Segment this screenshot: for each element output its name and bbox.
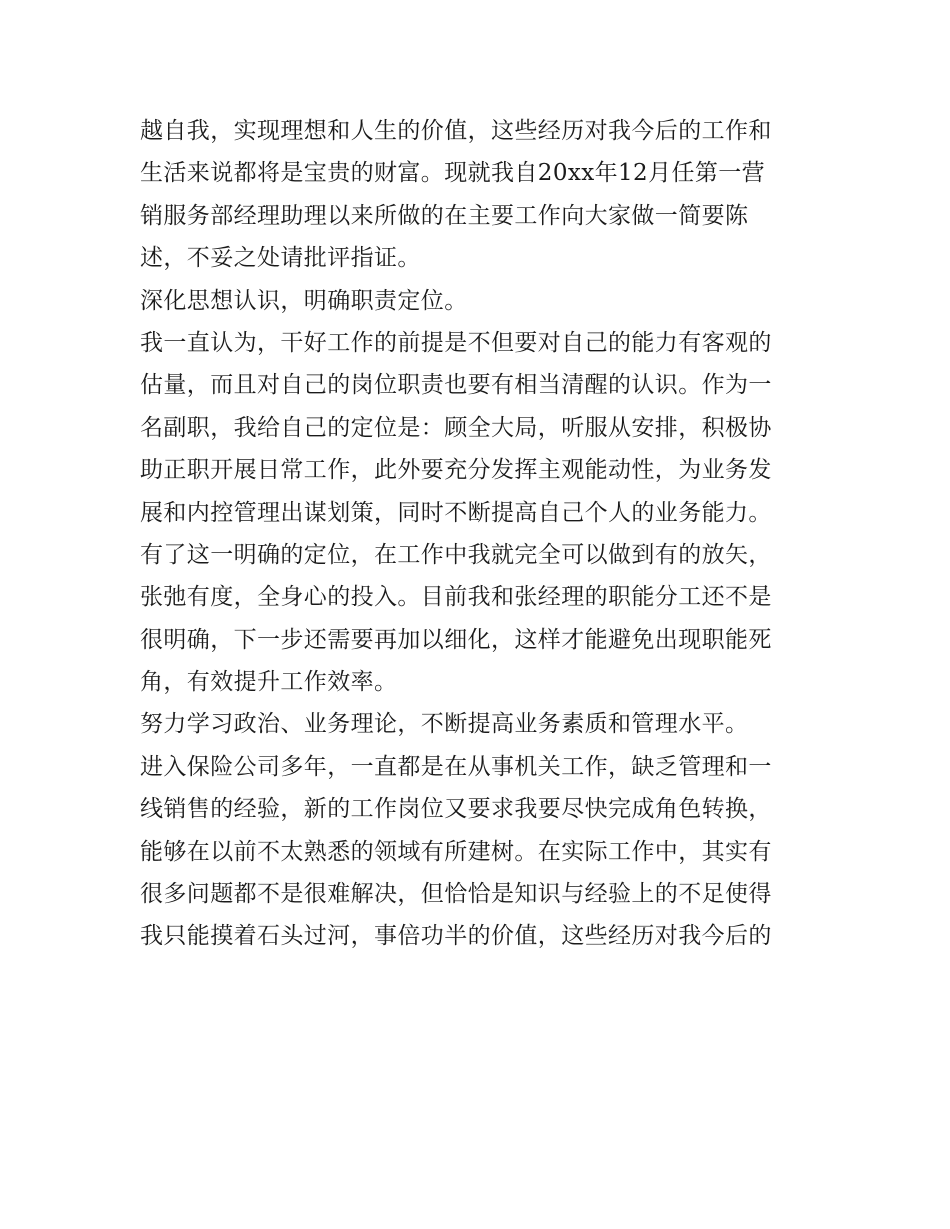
text-line: 很明确，下一步还需要再加以细化，这样才能避免出现职能死 bbox=[140, 626, 772, 653]
text-line: 有了这一明确的定位，在工作中我就完全可以做到有的放矢， bbox=[140, 541, 772, 568]
text-line: 生活来说都将是宝贵的财富。现就我自20xx年12月任第一营 bbox=[140, 160, 766, 187]
text-line: 述，不妥之处请批评指证。 bbox=[140, 245, 421, 272]
section-heading: 努力学习政治、业务理论，不断提高业务素质和管理水平。 bbox=[140, 711, 749, 738]
text-line: 进入保险公司多年，一直都是在从事机关工作，缺乏管理和一 bbox=[140, 753, 772, 780]
text-line: 估量，而且对自己的岗位职责也要有相当清醒的认识。作为一 bbox=[140, 372, 772, 399]
text-line: 助正职开展日常工作，此外要充分发挥主观能动性，为业务发 bbox=[140, 457, 772, 484]
text-line: 越自我，实现理想和人生的价值，这些经历对我今后的工作和 bbox=[140, 118, 772, 144]
text-line: 展和内控管理出谋划策，同时不断提高自己个人的业务能力。 bbox=[140, 499, 772, 526]
text-line: 张弛有度，全身心的投入。目前我和张经理的职能分工还不是 bbox=[140, 584, 772, 611]
text-line: 线销售的经验，新的工作岗位又要求我要尽快完成角色转换， bbox=[140, 796, 772, 823]
text-line: 我一直认为，干好工作的前提是不但要对自己的能力有客观的 bbox=[140, 329, 772, 356]
section-heading: 深化思想认识，明确职责定位。 bbox=[140, 287, 468, 314]
text-line: 我只能摸着石头过河，事倍功半的价值，这些经历对我今后的 bbox=[140, 923, 772, 950]
document-body bbox=[140, 110, 820, 958]
text-line: 能够在以前不太熟悉的领域有所建树。在实际工作中，其实有 bbox=[140, 838, 772, 865]
text-line: 名副职，我给自己的定位是：顾全大局，听服从安排，积极协 bbox=[140, 414, 772, 441]
text-line: 角，有效提升工作效率。 bbox=[140, 669, 398, 696]
text-line: 销服务部经理助理以来所做的在主要工作向大家做一简要陈 bbox=[140, 202, 749, 229]
text-line: 很多问题都不是很难解决，但恰恰是知识与经验上的不足使得 bbox=[140, 881, 772, 908]
